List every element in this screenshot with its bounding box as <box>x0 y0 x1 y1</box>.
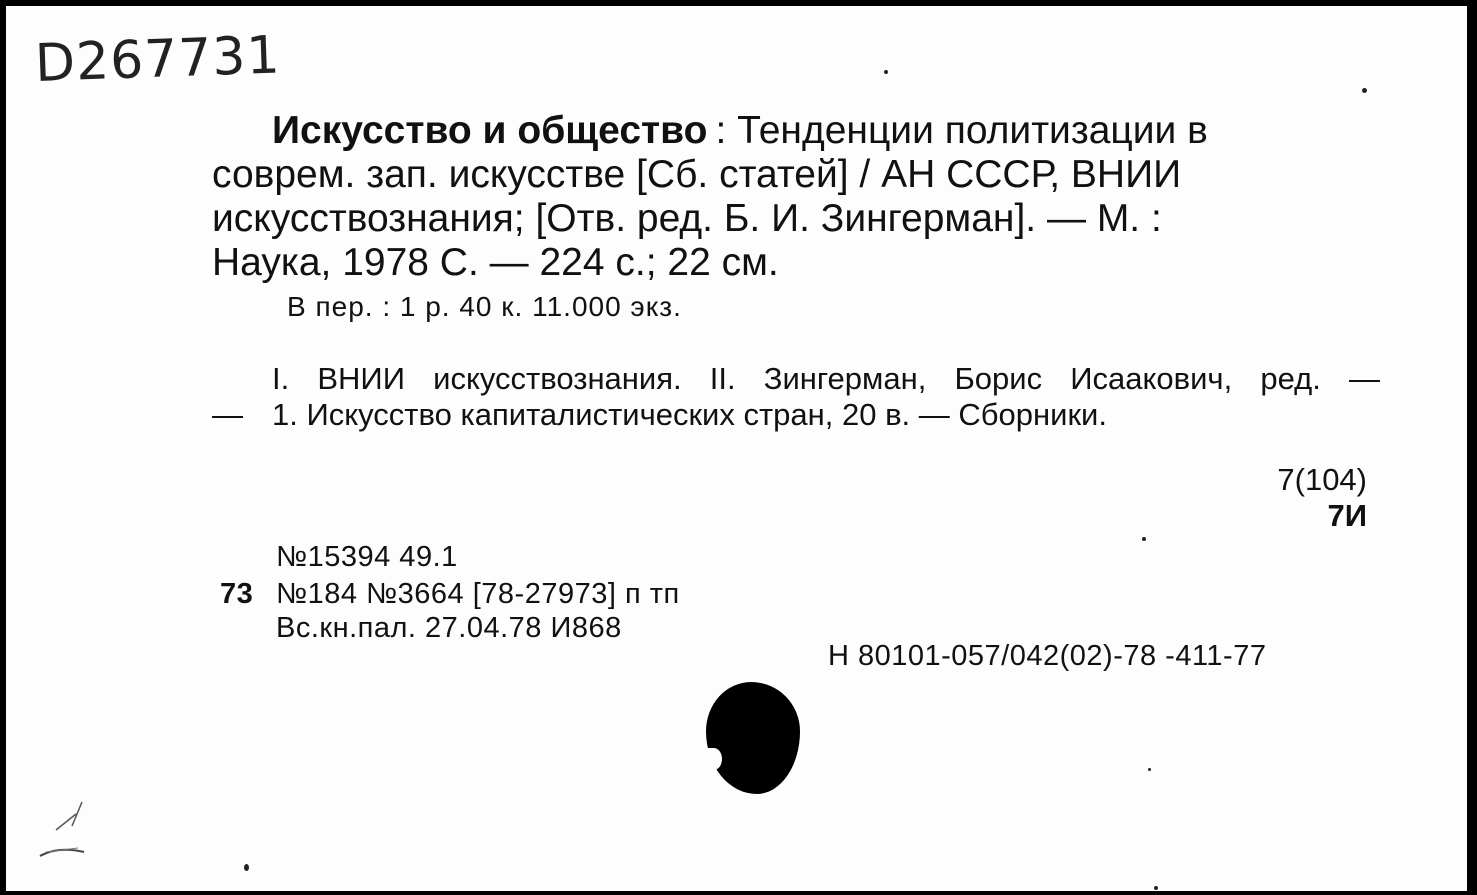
tracings-dash: — <box>212 397 243 432</box>
punch-hole-notch <box>706 748 722 770</box>
description-line-3: искусствознания; [Отв. ред. Б. И. Зингерман]. — М. : <box>212 197 1162 240</box>
description-line-2: соврем. зап. искусстве [Сб. статей] / АН СССР, ВНИИ <box>212 153 1182 196</box>
registration-prefix: 73 <box>220 578 254 610</box>
registration-line-2: №184 №3664 [78-27973] п тп <box>276 578 680 610</box>
author-sign: 7И <box>1327 498 1367 533</box>
registration-line-1: №15394 49.1 <box>276 541 458 573</box>
bibliographic-description <box>212 109 1380 285</box>
price-and-print-run: В пер. : 1 р. 40 к. 11.000 экз. <box>287 291 682 322</box>
dust-speck <box>1362 88 1367 93</box>
pencil-scratch-mark <box>26 786 106 866</box>
description-line-4: Наука, 1978 С. — 224 с.; 22 см. <box>212 241 779 284</box>
tracings <box>212 361 1380 433</box>
publication-code: Н 80101-057/042(02)-78 -411-77 <box>828 640 1267 672</box>
dust-speck <box>244 864 249 871</box>
book-title: Искусство и общество <box>272 109 708 152</box>
title-line <box>212 109 1380 153</box>
dust-speck <box>884 70 888 74</box>
registration-line-3: Вс.кн.пал. 27.04.78 И868 <box>276 612 622 644</box>
tracings-line-2 <box>212 397 1380 433</box>
subtitle-start: : Тенденции политизации в <box>715 109 1208 152</box>
dust-speck <box>1148 768 1151 771</box>
dust-speck <box>1154 886 1158 890</box>
tracings-line-1: I. ВНИИ искусствознания. II. Зингерман, Борис Исаакович, ред. — <box>272 361 1380 396</box>
classification-index: 7(104) <box>1277 462 1367 497</box>
subject-heading: 1. Искусство капиталистических стран, 20 в. — Сборники. <box>272 397 1107 432</box>
punch-hole <box>706 682 800 794</box>
handwritten-inventory-number: D267731 <box>34 25 282 94</box>
dust-speck <box>1142 537 1146 541</box>
